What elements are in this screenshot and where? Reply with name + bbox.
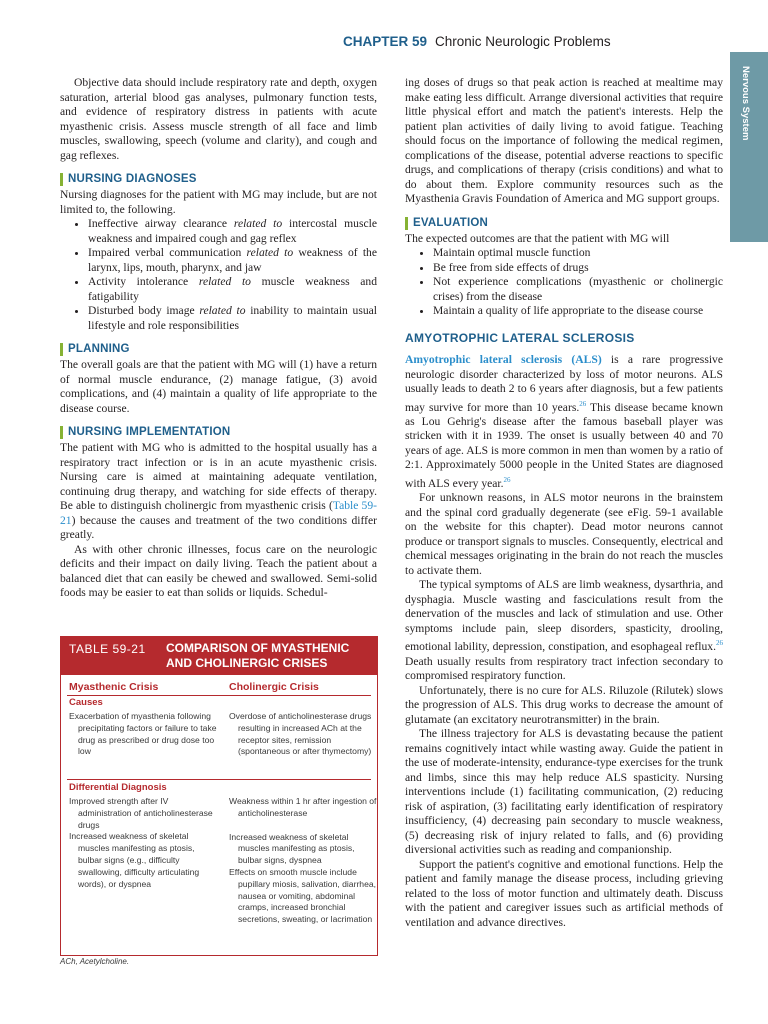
cause-cholinergic: Overdose of anticholinesterase drugs resulting in increased ACh at the receptor sites, remission (spontaneous or after thymectomy) [229, 711, 372, 757]
evaluation-intro: The expected outcomes are that the patient with MG will [405, 231, 670, 245]
section-side-tab [730, 52, 768, 242]
als-paragraph-6: Support the patient's cognitive and emotional functions. Help the patient and family manage the disease process, including grieving related to the loss of motor function and ultimately death. Discuss with the patient and caregiver issues such as artificial methods of ventilation and advance directives. [405, 857, 723, 929]
continued-paragraph: ing doses of drugs so that peak action is reached at mealtime may make eating less difficult. Arrange diversional activities that require little physical effort and match the patient's interests. Help the patient plan activities of daily living to avoid fatigue. Teaching should focus on the importance of following the medical regimen, complications of the disease, potential adverse reactions to specific drugs, and complications of therapy (crisis conditions) and what to do about them. Explore community resources such as the Myasthenia Gravis Foundation of America and MG support groups. [405, 76, 723, 205]
citation: 26 [716, 639, 723, 648]
citation: 26 [503, 475, 511, 484]
assessment-paragraph: Objective data should include respiratory rate and depth, oxygen saturation, arterial blood gas analyses, pulmonary function tests, and evidence of respiratory distress in patients with acute myasthenic crisis. Assess muscle strength of all face and limb muscles, swallowing, speech (volume and clarity), and cough and gag reflexes. [60, 76, 377, 162]
als-paragraph-2: For unknown reasons, in ALS motor neurons in the brainstem and the spinal cord gradually degenerate (see eFig. 59-1 available on the website for this chapter). Dead motor neurons cannot produce or transport signals to muscles. Consequently, electrical and chemical messages originating in the brain do not reach the muscles to activate them. [405, 491, 723, 577]
planning-heading: PLANNING [60, 343, 377, 356]
implementation-paragraph-2: As with other chronic illnesses, focus care on the neurologic deficits and their impact on daily living. Teach the patient about a balanced diet that can easily be chewed and swallowed. Semi-solid foods may be easier to eat than solids or liquids. Schedul- [60, 542, 377, 599]
cause-myasthenic: Exacerbation of myasthenia following precipitating factors or failure to take drug as prescribed or drug dose too low [69, 711, 217, 757]
list-item: • Maintain optimal muscle function [433, 246, 723, 261]
als-paragraph-4: Unfortunately, there is no cure for ALS. Riluzole (Rilutek) slows the progression of ALS. This drug works to decrease the amount of glutamate (an excitatory neurotransmitter) in the brain. [405, 683, 723, 726]
table-divider [67, 779, 371, 780]
section-causes: Causes [69, 697, 103, 708]
chapter-title: Chronic Neurologic Problems [435, 34, 611, 49]
table-reference-link[interactable]: Table 59-21 [60, 499, 378, 527]
table-footnote: ACh, Acetylcholine. [60, 957, 130, 966]
key-term: Amyotrophic lateral sclerosis (ALS) [405, 353, 602, 366]
running-header [343, 34, 611, 49]
list-item: • Be free from side effects of drugs [433, 261, 723, 276]
planning-paragraph: The overall goals are that the patient with MG will (1) have a return of normal muscle endurance, (2) manage fatigue, (3) avoid complications, and (4) maintain a quality of life appropriate to the disease course. [60, 358, 377, 415]
nursing-diagnoses-heading: NURSING DIAGNOSES [60, 173, 377, 186]
section-differential-diagnosis: Differential Diagnosis [69, 782, 167, 793]
table-title: COMPARISON OF MYASTHENIC AND CHOLINERGIC CRISES [166, 641, 350, 670]
citation: 26 [579, 399, 587, 408]
list-item: • Ineffective airway clearance related to intercostal muscle weakness and impaired cough and gag reflex [88, 217, 377, 246]
comparison-table [60, 636, 378, 956]
als-section-heading: AMYOTROPHIC LATERAL SCLEROSIS [405, 330, 635, 345]
side-tab-label: Nervous System [740, 66, 751, 141]
column-header-myasthenic: Myasthenic Crisis [69, 681, 159, 693]
nursing-implementation-heading: NURSING IMPLEMENTATION [60, 426, 377, 439]
diagnosis-cholinergic: Weakness within 1 hr after ingestion of anticholinesterase Increased weakness of skeletal muscles manifesting as ptosis, bulbar signs, dyspnea Effects on smooth muscle include pupillary miosis, salivation, diarrhea, nausea or vomiting, abdominal cramps, increased bronchial secretions, sweating, or lacrimation [229, 796, 377, 925]
diagnoses-list [60, 217, 377, 333]
als-paragraph-1: Amyotrophic lateral sclerosis (ALS) is a rare progressive neurologic disorder characterized by loss of motor neurons. ALS usually leads to death 2 to 6 years after diagnosis, but a few patients may survive for more than 10 years.$^{26}$ This disease became known as Lou Gehrig's disease after the famous baseball player was stricken with it in 1939. The onset is usually between 40 and 70 years of age. ALS is more common in men than women by a ratio of 2:1. Approximately 5000 people in the United States are diagnosed with ALS every year.$^{26}$ [405, 353, 723, 490]
evaluation-heading: EVALUATION [405, 217, 723, 230]
diagnosis-myasthenic: Improved strength after IV administration of anticholinesterase drugs Increased weakness of skeletal muscles manifesting as ptosis, bulbar signs (e.g., difficulty swallowing, difficulty articulating words), or dyspnea [69, 796, 213, 889]
als-paragraph-5: The illness trajectory for ALS is devastating because the patient remains cognitively intact while wasting away. Guide the patient in the use of moderate-intensity, endurance-type exercises for the trunk and limbs, since this may help reduce ALS spasticity. Nursing interventions include (1) facilitating communication, (2) reducing risk of aspiration, (3) facilitating early identification of respiratory insufficiency, (4) decreasing pain secondary to muscle weakness, (5) decreasing risk of injury related to falls, and (6) providing diversional activities such as reading and companionship. [405, 727, 723, 857]
left-column [60, 76, 377, 601]
table-header [61, 637, 377, 675]
list-item: • Not experience complications (myasthenic or cholinergic crises) from the disease [433, 275, 723, 304]
implementation-paragraph: The patient with MG who is admitted to the hospital usually has a respiratory tract infection or is in an acute myasthenic crisis. Nursing care is aimed at maintaining adequate ventilation, continuing drug therapy, and watching for side effects of therapy. Be able to distinguish cholinergic from myasthenic crisis (Table 59-21) because the causes and treatment of the two conditions differ greatly. [60, 441, 378, 541]
diagnoses-intro: Nursing diagnoses for the patient with MG may include, but are not limited to, the following. [60, 188, 377, 216]
als-paragraph-3: The typical symptoms of ALS are limb weakness, dysarthria, and dysphagia. Muscle wasting and fasciculations result from the denervation of the muscles and lack of stimulation and use. Other symptoms include pain, sleep disorders, spasticity, drooling, emotional lability, depression, constipation, and esophageal reflux.$^{26}$ Death usually results from respiratory tract infection secondary to compromised respiratory function. [405, 578, 723, 683]
chapter-number: CHAPTER 59 [343, 34, 428, 49]
table-divider [67, 695, 371, 696]
list-item: • Impaired verbal communication related to weakness of the larynx, lips, mouth, pharynx, and jaw [88, 246, 377, 275]
column-header-cholinergic: Cholinergic Crisis [229, 681, 319, 693]
list-item: • Disturbed body image related to inability to maintain usual lifestyle and role responsibilities [88, 304, 377, 333]
outcomes-list [405, 246, 723, 319]
right-column [405, 76, 723, 930]
list-item: • Activity intolerance related to muscle weakness and fatigability [88, 275, 377, 304]
list-item: • Maintain a quality of life appropriate to the disease course [433, 304, 723, 319]
table-number: TABLE 59-21 [69, 642, 146, 656]
